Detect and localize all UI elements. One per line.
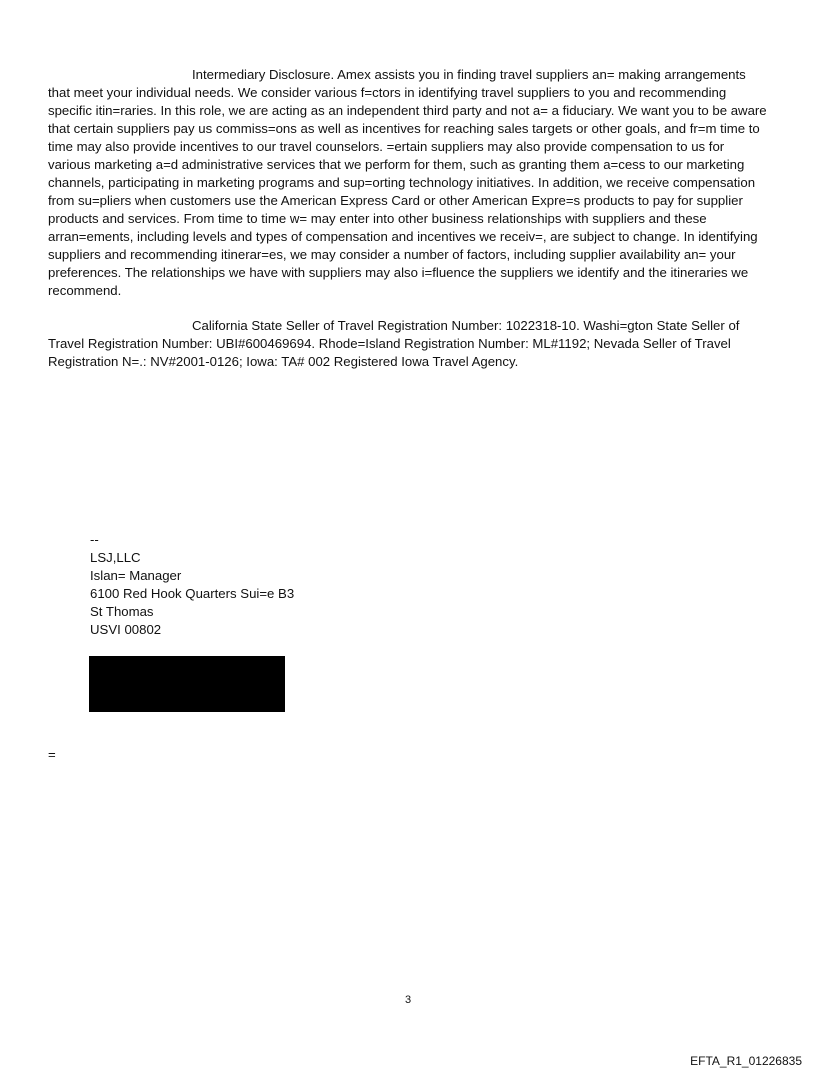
intermediary-disclosure-paragraph xyxy=(48,66,770,300)
signature-company: LSJ,LLC xyxy=(90,550,141,565)
intermediary-disclosure-text: Intermediary Disclosure. Amex assists you in finding travel suppliers an= making arrangements that meet your individual needs. We consider various f=ctors in identifying travel suppliers to you and recommending specific itin=raries. In this role, we are acting as an independent third party and not a= a fiduciary. We want you to be aware that certain suppliers pay us commiss=ons as well as incentives for reaching sales targets or other goals, and fr=m time to time may also provide incentives to our travel counselors. =ertain suppliers may also provide compensation to us for various marketing a=d administrative services that we perform for them, such as granting them a=cess to our marketing channels, participating in marketing programs and sup=orting technology initiatives. In addition, we receive compensation from su=pliers when customers use the American Express Card or other American Expre=s products to pay for supplier products and services. From time to time w= may enter into other business relationships with suppliers and these arran=ements, including levels and types of compensation and incentives we receiv=, are subject to change. In identifying suppliers and recommending itinerar=es, we may consider a number of factors, including supplier availability an= your preferences. The relationships we have with suppliers may also i=fluence the suppliers we identify and the itineraries we recommend. xyxy=(48,67,767,298)
signature-separator: -- xyxy=(90,532,99,547)
registration-text: California State Seller of Travel Registration Number: 1022318-10. Washi=gton State Seller of Travel Registration Number: UBI#600469694. Rhode=Island Registration Number: ML#1192; Nevada Seller of Travel Registration N=.: NV#2001-0126; Iowa: TA# 002 Registered Iowa Travel Agency. xyxy=(48,318,740,369)
signature-title: Islan= Manager xyxy=(90,568,182,583)
signature-city: St Thomas xyxy=(90,604,154,619)
trailing-equals: = xyxy=(48,747,56,762)
signature-address: 6100 Red Hook Quarters Sui=e B3 xyxy=(90,586,295,601)
registration-paragraph xyxy=(48,317,770,371)
bates-number: EFTA_R1_01226835 xyxy=(690,1054,802,1068)
signature-region-zip: USVI 00802 xyxy=(90,622,162,637)
signature-block xyxy=(90,531,294,639)
redaction-box xyxy=(89,656,285,712)
page-number: 3 xyxy=(404,994,412,1006)
